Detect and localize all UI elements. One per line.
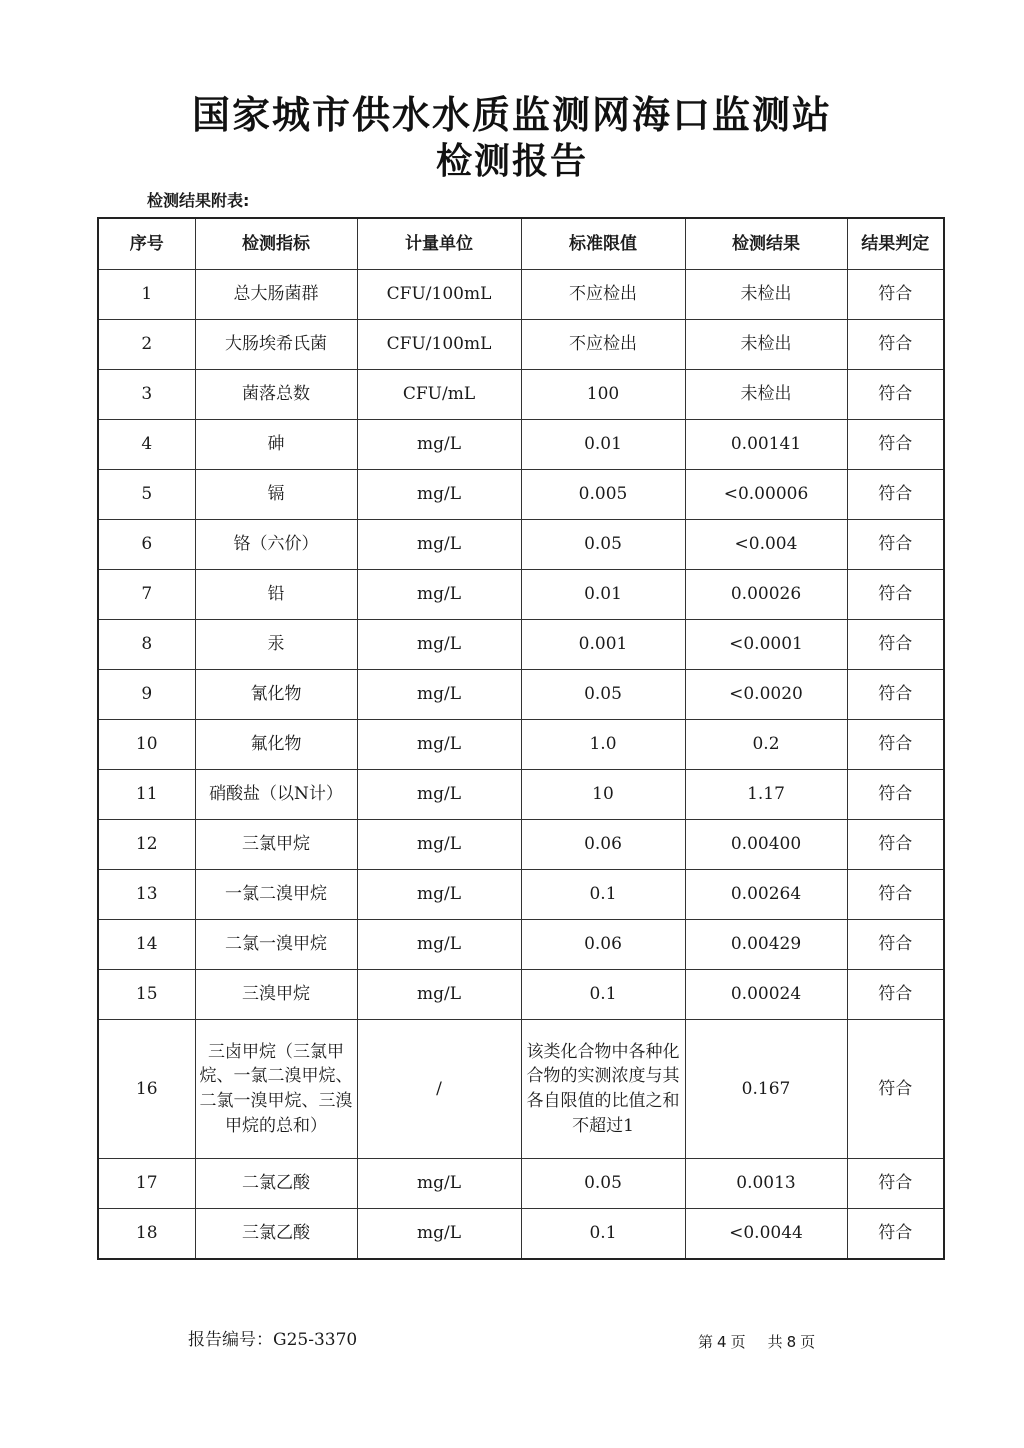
cell-result: 0.00141 — [685, 420, 847, 470]
cell-verdict: 符合 — [847, 870, 944, 920]
page-total: 8 — [786, 1333, 797, 1351]
table-row — [98, 820, 944, 870]
cell-item: 三氯乙酸 — [195, 1209, 357, 1260]
cell-verdict: 符合 — [847, 670, 944, 720]
cell-unit: / — [357, 1020, 521, 1159]
table-header-row — [98, 218, 944, 270]
page-mid: 页 — [730, 1333, 746, 1351]
cell-limit: 0.001 — [521, 620, 685, 670]
cell-item: 镉 — [195, 470, 357, 520]
cell-item: 三溴甲烷 — [195, 970, 357, 1020]
cell-limit: 0.01 — [521, 570, 685, 620]
table-row — [98, 770, 944, 820]
cell-no: 18 — [98, 1209, 195, 1260]
cell-unit: mg/L — [357, 970, 521, 1020]
table-row — [98, 520, 944, 570]
col-header-limit: 标准限值 — [521, 218, 685, 270]
cell-verdict: 符合 — [847, 270, 944, 320]
cell-limit: 1.0 — [521, 720, 685, 770]
cell-item: 氟化物 — [195, 720, 357, 770]
cell-item: 氰化物 — [195, 670, 357, 720]
cell-verdict: 符合 — [847, 920, 944, 970]
table-row — [98, 420, 944, 470]
cell-verdict: 符合 — [847, 970, 944, 1020]
cell-limit: 0.1 — [521, 1209, 685, 1260]
cell-unit: mg/L — [357, 620, 521, 670]
page-current: 4 — [717, 1333, 727, 1351]
cell-result: 0.00429 — [685, 920, 847, 970]
cell-item: 一氯二溴甲烷 — [195, 870, 357, 920]
cell-verdict: 符合 — [847, 320, 944, 370]
cell-result: 0.00400 — [685, 820, 847, 870]
cell-unit: mg/L — [357, 820, 521, 870]
table-row — [98, 870, 944, 920]
cell-item: 二氯一溴甲烷 — [195, 920, 357, 970]
cell-result: 0.0013 — [685, 1159, 847, 1209]
cell-result: <0.0020 — [685, 670, 847, 720]
table-row — [98, 370, 944, 420]
cell-unit: mg/L — [357, 920, 521, 970]
cell-verdict: 符合 — [847, 1020, 944, 1159]
table-row — [98, 270, 944, 320]
cell-result: 0.00026 — [685, 570, 847, 620]
table-row — [98, 570, 944, 620]
cell-unit: CFU/100mL — [357, 270, 521, 320]
cell-no: 16 — [98, 1020, 195, 1159]
cell-no: 12 — [98, 820, 195, 870]
cell-verdict: 符合 — [847, 470, 944, 520]
table-row — [98, 320, 944, 370]
cell-limit: 0.1 — [521, 870, 685, 920]
cell-unit: mg/L — [357, 770, 521, 820]
cell-limit: 0.06 — [521, 920, 685, 970]
cell-limit: 0.05 — [521, 1159, 685, 1209]
cell-result: <0.0001 — [685, 620, 847, 670]
cell-item: 大肠埃希氏菌 — [195, 320, 357, 370]
col-header-item: 检测指标 — [195, 218, 357, 270]
cell-result: 0.00024 — [685, 970, 847, 1020]
cell-unit: mg/L — [357, 870, 521, 920]
table-row — [98, 1020, 944, 1159]
cell-no: 2 — [98, 320, 195, 370]
table-row — [98, 1209, 944, 1260]
col-header-no: 序号 — [98, 218, 195, 270]
cell-no: 8 — [98, 620, 195, 670]
cell-no: 10 — [98, 720, 195, 770]
cell-no: 6 — [98, 520, 195, 570]
cell-result: 0.167 — [685, 1020, 847, 1159]
cell-verdict: 符合 — [847, 620, 944, 670]
report-subtitle: 检测报告 — [435, 141, 588, 182]
cell-result: 未检出 — [685, 270, 847, 320]
cell-no: 9 — [98, 670, 195, 720]
cell-item: 汞 — [195, 620, 357, 670]
cell-result: 未检出 — [685, 320, 847, 370]
table-row — [98, 1159, 944, 1209]
cell-result: 0.00264 — [685, 870, 847, 920]
cell-verdict: 符合 — [847, 820, 944, 870]
cell-result: 0.2 — [685, 720, 847, 770]
cell-verdict: 符合 — [847, 370, 944, 420]
cell-limit: 0.1 — [521, 970, 685, 1020]
page-indicator — [698, 1331, 819, 1352]
cell-limit: 0.005 — [521, 470, 685, 520]
cell-no: 15 — [98, 970, 195, 1020]
cell-result: 未检出 — [685, 370, 847, 420]
cell-limit: 10 — [521, 770, 685, 820]
cell-limit: 0.05 — [521, 520, 685, 570]
cell-limit: 0.05 — [521, 670, 685, 720]
page-total-prefix: 共 — [767, 1333, 783, 1351]
cell-item: 二氯乙酸 — [195, 1159, 357, 1209]
table-row — [98, 470, 944, 520]
cell-no: 1 — [98, 270, 195, 320]
cell-limit: 0.06 — [521, 820, 685, 870]
annex-label: 检测结果附表: — [147, 191, 250, 210]
cell-unit: mg/L — [357, 720, 521, 770]
table-row — [98, 970, 944, 1020]
page-prefix: 第 — [698, 1333, 714, 1351]
cell-unit: mg/L — [357, 1159, 521, 1209]
cell-item: 总大肠菌群 — [195, 270, 357, 320]
cell-no: 4 — [98, 420, 195, 470]
cell-no: 13 — [98, 870, 195, 920]
cell-item: 铅 — [195, 570, 357, 620]
cell-unit: mg/L — [357, 420, 521, 470]
cell-limit: 该类化合物中各种化合物的实测浓度与其各自限值的比值之和不超过1 — [521, 1020, 685, 1159]
cell-unit: CFU/mL — [357, 370, 521, 420]
cell-result: <0.004 — [685, 520, 847, 570]
cell-limit: 不应检出 — [521, 320, 685, 370]
cell-item: 硝酸盐（以N计） — [195, 770, 357, 820]
cell-limit: 100 — [521, 370, 685, 420]
cell-unit: CFU/100mL — [357, 320, 521, 370]
cell-item: 三卤甲烷（三氯甲烷、一氯二溴甲烷、二氯一溴甲烷、三溴甲烷的总和） — [195, 1020, 357, 1159]
cell-item: 三氯甲烷 — [195, 820, 357, 870]
cell-no: 14 — [98, 920, 195, 970]
cell-unit: mg/L — [357, 570, 521, 620]
cell-no: 11 — [98, 770, 195, 820]
cell-unit: mg/L — [357, 470, 521, 520]
cell-verdict: 符合 — [847, 720, 944, 770]
col-header-unit: 计量单位 — [357, 218, 521, 270]
results-table — [97, 217, 945, 1260]
cell-item: 铬（六价） — [195, 520, 357, 570]
cell-result: <0.0044 — [685, 1209, 847, 1260]
cell-unit: mg/L — [357, 670, 521, 720]
cell-limit: 0.01 — [521, 420, 685, 470]
cell-verdict: 符合 — [847, 520, 944, 570]
table-row — [98, 670, 944, 720]
page-suffix: 页 — [800, 1333, 816, 1351]
cell-result: <0.00006 — [685, 470, 847, 520]
report-number: 报告编号：G25-3370 — [188, 1330, 358, 1350]
cell-unit: mg/L — [357, 1209, 521, 1260]
table-row — [98, 920, 944, 970]
cell-verdict: 符合 — [847, 570, 944, 620]
table-row — [98, 620, 944, 670]
cell-result: 1.17 — [685, 770, 847, 820]
col-header-verdict: 结果判定 — [847, 218, 944, 270]
cell-item: 菌落总数 — [195, 370, 357, 420]
cell-limit: 不应检出 — [521, 270, 685, 320]
cell-item: 砷 — [195, 420, 357, 470]
cell-no: 3 — [98, 370, 195, 420]
col-header-result: 检测结果 — [685, 218, 847, 270]
cell-verdict: 符合 — [847, 1209, 944, 1260]
cell-unit: mg/L — [357, 520, 521, 570]
cell-verdict: 符合 — [847, 770, 944, 820]
cell-no: 5 — [98, 470, 195, 520]
report-title: 国家城市供水水质监测网海口监测站 — [191, 93, 832, 137]
cell-no: 7 — [98, 570, 195, 620]
table-row — [98, 720, 944, 770]
cell-no: 17 — [98, 1159, 195, 1209]
cell-verdict: 符合 — [847, 420, 944, 470]
cell-verdict: 符合 — [847, 1159, 944, 1209]
